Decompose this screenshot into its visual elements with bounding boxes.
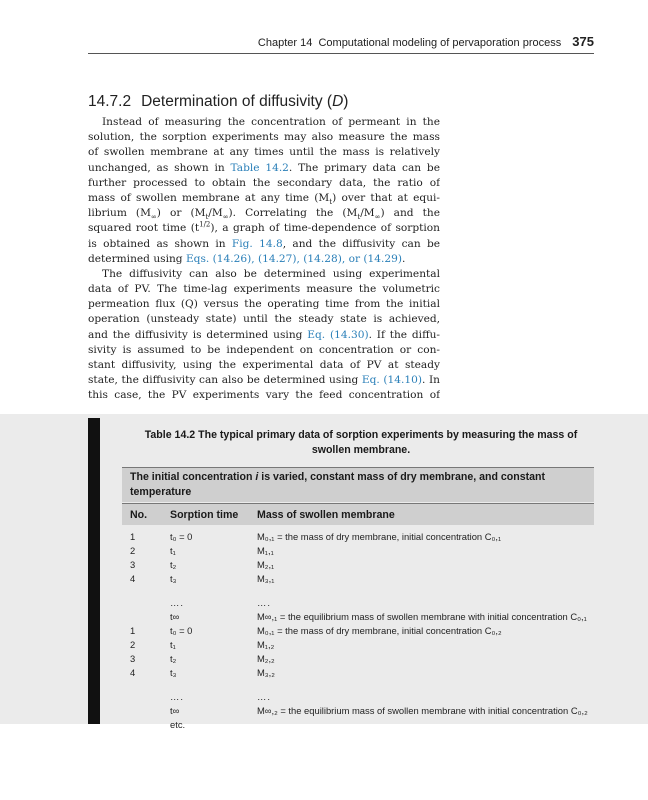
table-row: t∞ M∞,₁ = the equilibrium mass of swollen membrane with initial concentration C₀,₁ (170, 611, 587, 622)
table-subheading: The initial concentration i is varied, constant mass of dry membrane, and constant temperature (122, 467, 594, 502)
column-header-sorption-time: Sorption time (170, 509, 239, 521)
table-14-2-link[interactable]: Table 14.2 (230, 161, 289, 174)
running-head-chapter: Chapter 14 (257, 37, 313, 49)
table-row: …. …. (170, 597, 271, 608)
paragraph-2-line: sivity is assumed to be independent on concentration or con- (88, 343, 440, 356)
table-side-bar (88, 418, 100, 724)
paragraph-2-line: permeation flux (Q) versus the operating time from the initial (88, 298, 440, 311)
paragraph-1-line: determined using Eqs. (14.26), (14.27), (14.28), or (14.29). (88, 252, 406, 265)
header-rule (88, 53, 594, 54)
equations-link[interactable]: Eqs. (14.26), (14.27), (14.28), or (14.29) (185, 252, 403, 265)
paragraph-1-line: Instead of measuring the concentration of permeant in the (102, 116, 440, 128)
table-row: 3 t₂ M₂,₂ (130, 653, 275, 664)
table-caption-line-1: Table 14.2 The typical primary data of sorption experiments by measuring the mass of (144, 429, 578, 441)
table-body (122, 531, 594, 733)
paragraph-1-line: squared root time $(t^{1/2})$, a graph of time-dependence of sorption (88, 221, 440, 235)
table-row: 2 t₁ M₁,₁ (130, 545, 274, 556)
body-text (88, 115, 440, 404)
paragraph-1-line: further processed to obtain the secondary data, the ratio of (88, 176, 440, 189)
section-title-end: ) (343, 93, 349, 110)
running-head (88, 34, 594, 52)
fig-14-8-link[interactable]: Fig. 14.8 (231, 237, 283, 250)
table-row: 1 t₀ = 0 M₀,₁ = the mass of dry membrane, initial concentration C₀,₂ (130, 625, 502, 636)
paragraph-1-line: unchanged, as shown in Table 14.2. The primary data can be (88, 161, 440, 174)
table-row: t∞ M∞,₂ = the equilibrium mass of swollen membrane with initial concentration C₀,₂ (170, 705, 588, 716)
table-row: 3 t₂ M₂,₁ (130, 559, 275, 570)
eq-14-10-link[interactable]: Eq. (14.10) (361, 374, 423, 387)
paragraph-2-line: state, the diffusivity can also be determined using Eq. (14.10). In (88, 374, 440, 387)
paragraph-1-line: is obtained as shown in Fig. 14.8, and the diffusivity can be (88, 237, 440, 250)
table-row: …. …. (170, 691, 271, 702)
table-caption-line-2: swollen membrane. (311, 444, 411, 456)
section-heading (88, 93, 594, 111)
paragraph-1-line: librium $(M_\infty)$ or $(M_t/M_\infty)$. Correlating the $(M_t/M_\infty)$ and the (88, 207, 440, 222)
table-row: 4 t₃ M₃,₁ (130, 573, 275, 584)
paragraph-1-line: solution, the sorption experiments may also measure the mass (88, 131, 440, 144)
table-row: etc. (170, 719, 186, 730)
column-header-no: No. (130, 509, 148, 521)
paragraph-2-line: data of PV. The time-lag experiments measure the volumetric (88, 283, 440, 296)
paragraph-2-line: The diffusivity can also be determined using experimental (102, 267, 440, 280)
table-caption (128, 428, 594, 458)
paragraph-1-line: of swollen membrane at any times until the mass is relatively (88, 146, 440, 159)
paragraph-2-line: operation (unsteady state) until the steady state is achieved, (88, 313, 440, 326)
page-number: 375 (572, 34, 594, 49)
column-header-mass: Mass of swollen membrane (257, 509, 395, 521)
table-row: 1 t₀ = 0 M₀,₁ = the mass of dry membrane, initial concentration C₀,₁ (130, 531, 502, 542)
eq-14-30-link[interactable]: Eq. (14.30) (307, 328, 369, 341)
section-number: 14.7.2 (88, 93, 132, 110)
table-column-headers (122, 503, 594, 525)
paragraph-2-line: and the diffusivity is determined using Eq. (14.30). If the diffu- (88, 328, 440, 341)
paragraph-1-line: mass of swollen membrane at any time $(M_t)$ over that at equi- (88, 191, 440, 207)
table-row: 2 t₁ M₁,₂ (130, 639, 275, 650)
running-head-title: Computational modeling of pervaporation process (318, 37, 562, 49)
paragraph-2-line: stant diffusivity, using the experimental data of PV at steady (88, 359, 440, 371)
table-row: 4 t₃ M₃,₂ (130, 667, 275, 678)
paragraph-2-line: this case, the PV experiments vary the feed concentration of (88, 389, 440, 402)
section-title: Determination of diffusivity ( (141, 93, 333, 110)
section-symbol: D (332, 93, 344, 110)
